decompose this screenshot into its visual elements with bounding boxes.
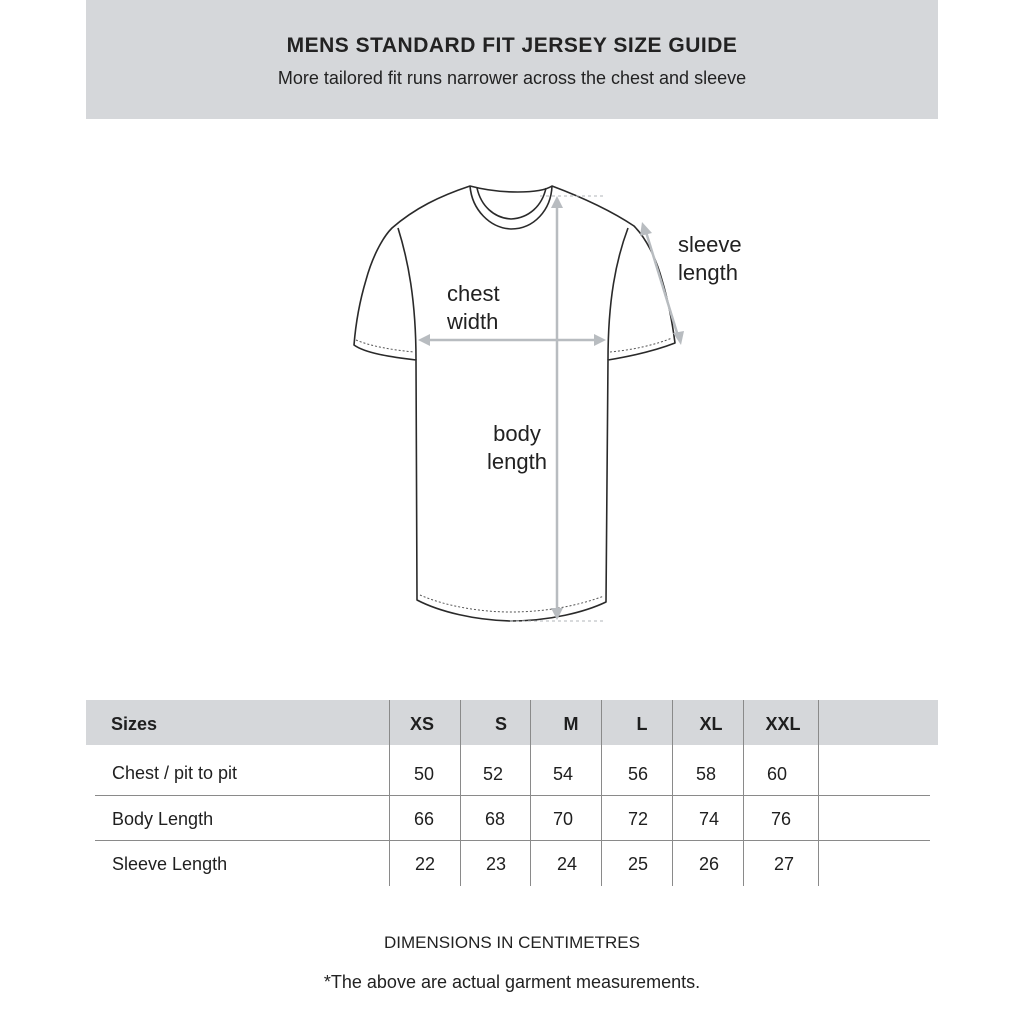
column-divider [743,700,744,886]
table-cell: 66 [413,809,435,829]
size-xl-header: XL [699,714,723,734]
sleeve-label-line2: length [678,260,738,285]
right-sleeve-seam [608,228,628,360]
column-divider [530,700,531,886]
row-divider [95,840,930,841]
chest-label-line2: width [447,309,499,334]
table-cell: 24 [556,854,578,874]
size-s-header: S [494,714,507,734]
sleeve-arrow-top [640,222,652,236]
hem-stitch [420,595,604,612]
row-label-sleeve: Sleeve Length [112,854,228,874]
body-arrow-top [551,196,563,208]
shirt-body-outline [354,186,675,621]
table-cell: 52 [482,764,504,784]
column-divider [389,700,390,886]
chest-arrow-right [594,334,606,346]
table-cell: 72 [627,809,649,829]
chest-arrow-left [418,334,430,346]
left-sleeve-seam [398,228,416,360]
table-cell: 22 [414,854,436,874]
units-note: DIMENSIONS IN CENTIMETRES [384,933,640,952]
table-cell: 58 [695,764,717,784]
row-divider [95,795,930,796]
table-cell: 76 [770,809,792,829]
column-divider [672,700,673,886]
table-cell: 23 [485,854,507,874]
body-label-line1: body [493,421,541,446]
body-length-label [487,420,547,476]
body-label-line2: length [487,449,547,474]
page-title: MENS STANDARD FIT JERSEY SIZE GUIDE [286,34,738,57]
table-cell: 26 [698,854,720,874]
column-divider [818,700,819,886]
sleeve-label-line1: sleeve [678,232,742,257]
size-m-header: M [563,714,579,734]
size-l-header: L [636,714,648,734]
table-cell: 68 [484,809,506,829]
table-cell: 27 [773,854,795,874]
table-cell: 25 [627,854,649,874]
row-label-chest: Chest / pit to pit [112,763,238,783]
table-cell: 56 [627,764,649,784]
row-label-body: Body Length [112,809,214,829]
column-divider [601,700,602,886]
size-xxl-header: XXL [765,714,801,734]
right-cuff-stitch [610,338,672,352]
size-xs-header: XS [409,714,434,734]
sleeve-length-label [678,231,742,287]
page-subtitle: More tailored fit runs narrower across the chest and sleeve [277,68,747,88]
table-cell: 74 [698,809,720,829]
table-cell: 54 [552,764,574,784]
sizes-header: Sizes [111,714,158,734]
table-cell: 60 [766,764,788,784]
table-cell: 70 [552,809,574,829]
table-cell: 50 [413,764,435,784]
column-divider [460,700,461,886]
chest-label-line1: chest [447,281,500,306]
measurement-note: *The above are actual garment measurements. [323,972,701,992]
sleeve-length-line [646,232,678,336]
chest-width-label [447,280,500,336]
